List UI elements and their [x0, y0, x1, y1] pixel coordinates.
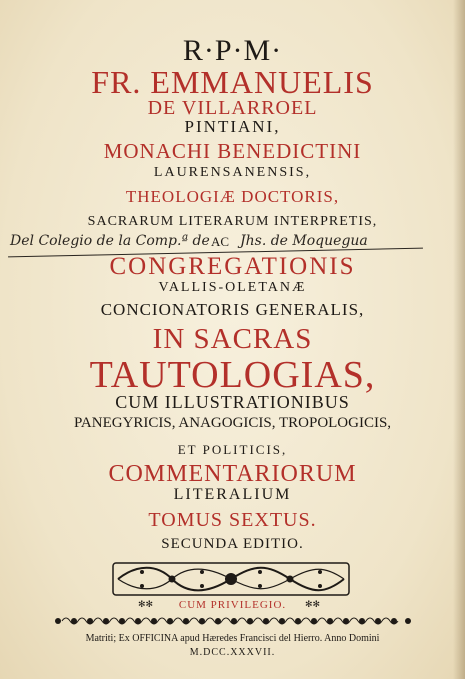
title-rpm: R·P·M· [182, 34, 283, 67]
handwritten-inscription-left: Del Colegio de la Comp.ª de [10, 233, 210, 249]
title-valladolid: VALLIS-OLETANÆ [158, 280, 307, 295]
title-congregation: CONGREGATIONIS [109, 253, 356, 280]
title-ac: AC [210, 234, 230, 249]
title-illustrationibus: CUM ILLUSTRATIONIBUS [115, 392, 350, 412]
title-commentariorum: COMMENTARIORUM [108, 461, 357, 487]
fleuron-border [52, 614, 414, 628]
title-author-name: FR. EMMANUELIS [91, 64, 374, 100]
title-monastery: LAURENSANENSIS, [153, 165, 312, 180]
title-literalium: LITERALIUM [173, 486, 292, 503]
handwritten-inscription-right: Jhs. de Moquegua [240, 233, 368, 249]
title-imprint-year: M.DCC.XXXVII. [189, 647, 276, 658]
title-page: R·P·M· FR. EMMANUELIS DE VILLARROEL PINTIANI, MONACHI BENEDICTINI LAURENSANENSIS, THEOLOGIÆ DOCTORIS, SACRARUM LITERARUM INTERPRETIS, Del Colegio de la Comp.ª de AC Jhs. de Moquegua CONGREGATIONIS VALLIS-OLETANÆ CONCIONATORIS GENERALIS, IN SACRAS TAUTOLOGIAS, CUM ILLUSTRATIONIBUS PANEGYRICIS, ANAGOGICIS, TROPOLOGICIS, ET POLITICIS, COMMENTARIORUM LITERALIUM TOMUS SEXTUS. SECUNDA EDITIO. ✻✻ ✻✻ CUM PRIVILEGIO. Matriti; Ex OFFICINA apud Hæredes Francisci del Hierro. Anno Domini M.DCC.XXXVII. [0, 0, 465, 679]
title-order: MONACHI BENEDICTINI [103, 139, 362, 163]
page-edge-shadow [453, 0, 465, 679]
title-degree: THEOLOGIÆ DOCTORIS, [125, 187, 340, 206]
title-interpreter: SACRARUM LITERARUM INTERPRETIS, [87, 214, 378, 229]
title-volume: TOMUS SEXTUS. [148, 509, 317, 531]
title-in-sacras: IN SACRAS [152, 323, 313, 355]
title-imprint: Matriti; Ex OFFICINA apud Hæredes Francisci del Hierro. Anno Domini [85, 633, 380, 644]
title-edition: SECUNDA EDITIO. [161, 536, 304, 552]
title-privilege: CUM PRIVILEGIO. [178, 599, 287, 611]
title-tautologias: TAUTOLOGIAS, [89, 354, 376, 396]
title-author-surname: DE VILLARROEL [147, 97, 318, 119]
title-preacher: CONCIONATORIS GENERALIS, [100, 300, 365, 319]
title-politicis: ET POLITICIS, [177, 442, 288, 457]
ornamental-vignette [112, 562, 350, 596]
title-panegyricis: PANEGYRICIS, ANAGOGICIS, TROPOLOGICIS, [73, 415, 392, 431]
title-origin: PINTIANI, [184, 117, 281, 136]
